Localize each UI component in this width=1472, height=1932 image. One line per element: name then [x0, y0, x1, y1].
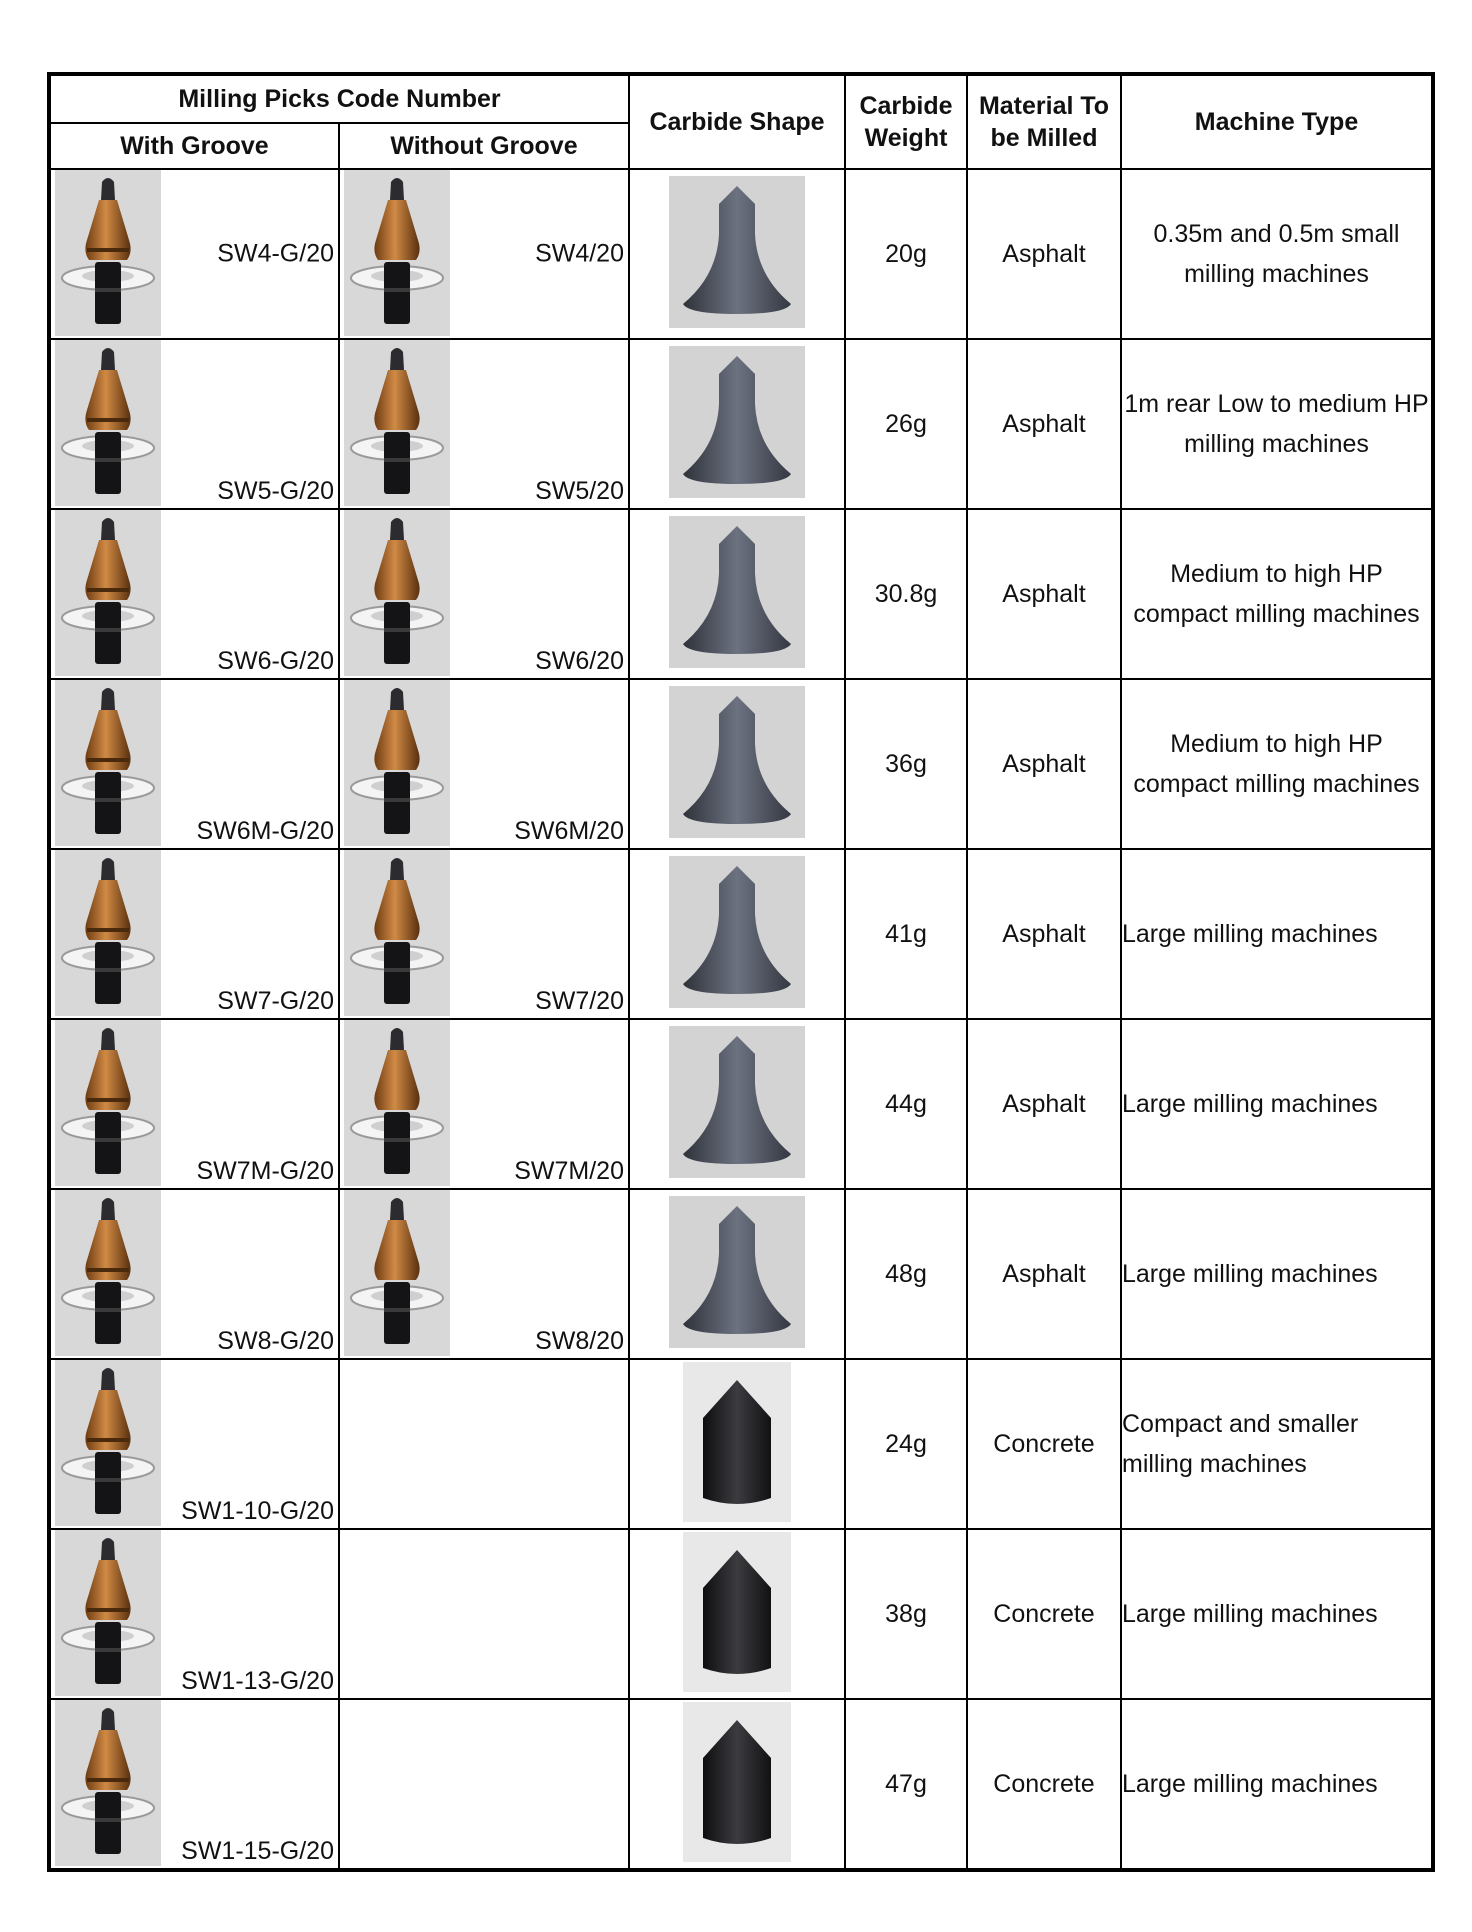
table-row	[49, 1019, 1433, 1189]
header-machine-type: Machine Type	[1121, 74, 1433, 169]
carbide-shape-cell	[629, 1359, 845, 1529]
with-groove-code: SW5-G/20	[217, 477, 334, 505]
table-row	[49, 1189, 1433, 1359]
without-groove-cell	[339, 679, 629, 849]
without-groove-code: SW7/20	[535, 987, 624, 1015]
bell-carbide-icon	[669, 516, 805, 668]
grooved-pick-icon	[55, 1700, 161, 1866]
cylinder-carbide-icon	[683, 1362, 791, 1522]
material-to-mill: Concrete	[967, 1529, 1121, 1699]
carbide-shape-cell	[629, 1019, 845, 1189]
machine-type-text: Medium to high HP compact milling machines	[1133, 560, 1420, 628]
table-row	[49, 339, 1433, 509]
grooved-pick-icon	[55, 850, 161, 1016]
machine-type-text: Large milling machines	[1122, 920, 1378, 948]
machine-type	[1121, 679, 1433, 849]
ungrooved-pick-icon	[344, 170, 450, 336]
material-to-mill: Asphalt	[967, 849, 1121, 1019]
machine-type	[1121, 849, 1433, 1019]
machine-type-text: 0.35m and 0.5m small milling machines	[1153, 220, 1400, 288]
machine-type	[1121, 509, 1433, 679]
material-to-mill: Asphalt	[967, 1019, 1121, 1189]
with-groove-code: SW1-15-G/20	[181, 1837, 334, 1865]
with-groove-cell	[49, 1019, 339, 1189]
with-groove-cell	[49, 509, 339, 679]
with-groove-cell	[49, 339, 339, 509]
grooved-pick-icon	[55, 680, 161, 846]
bell-carbide-icon	[669, 1196, 805, 1348]
grooved-pick-icon	[55, 170, 161, 336]
without-groove-code: SW4/20	[535, 239, 624, 268]
carbide-weight: 26g	[845, 339, 967, 509]
carbide-shape-cell	[629, 679, 845, 849]
machine-type	[1121, 1359, 1433, 1529]
with-groove-code: SW7-G/20	[217, 987, 334, 1015]
ungrooved-pick-icon	[344, 850, 450, 1016]
with-groove-code: SW7M-G/20	[196, 1157, 334, 1185]
carbide-weight: 20g	[845, 169, 967, 339]
header-without-groove: Without Groove	[339, 123, 629, 169]
machine-type	[1121, 1699, 1433, 1870]
carbide-weight: 44g	[845, 1019, 967, 1189]
header-material: Material To be Milled	[967, 74, 1121, 169]
header-code-number: Milling Picks Code Number	[49, 74, 629, 123]
carbide-weight: 41g	[845, 849, 967, 1019]
machine-type-text: Compact and smaller milling machines	[1122, 1410, 1359, 1478]
grooved-pick-icon	[55, 1530, 161, 1696]
machine-type	[1121, 1189, 1433, 1359]
with-groove-code: SW8-G/20	[217, 1327, 334, 1355]
header-carbide-shape: Carbide Shape	[629, 74, 845, 169]
machine-type-text: Large milling machines	[1122, 1770, 1378, 1798]
without-groove-code: SW5/20	[535, 477, 624, 505]
bell-carbide-icon	[669, 1026, 805, 1178]
table-row	[49, 1529, 1433, 1699]
carbide-weight: 36g	[845, 679, 967, 849]
machine-type	[1121, 1529, 1433, 1699]
header-carbide-weight: Carbide Weight	[845, 74, 967, 169]
table-row	[49, 169, 1433, 339]
header-with-groove: With Groove	[49, 123, 339, 169]
machine-type-text: Large milling machines	[1122, 1600, 1378, 1628]
material-to-mill: Asphalt	[967, 509, 1121, 679]
carbide-shape-cell	[629, 509, 845, 679]
table-row	[49, 1359, 1433, 1529]
ungrooved-pick-icon	[344, 1190, 450, 1356]
cylinder-carbide-icon	[683, 1532, 791, 1692]
without-groove-code: SW6M/20	[514, 817, 624, 845]
without-groove-cell	[339, 1529, 629, 1699]
without-groove-cell	[339, 339, 629, 509]
grooved-pick-icon	[55, 510, 161, 676]
machine-type-text: 1m rear Low to medium HP milling machines	[1124, 390, 1429, 458]
machine-type-text: Large milling machines	[1122, 1090, 1378, 1118]
without-groove-cell	[339, 509, 629, 679]
without-groove-cell	[339, 849, 629, 1019]
with-groove-cell	[49, 1529, 339, 1699]
machine-type	[1121, 1019, 1433, 1189]
without-groove-code: SW8/20	[535, 1327, 624, 1355]
table-row	[49, 509, 1433, 679]
without-groove-cell	[339, 1359, 629, 1529]
grooved-pick-icon	[55, 1360, 161, 1526]
with-groove-code: SW6M-G/20	[196, 817, 334, 845]
without-groove-cell	[339, 1189, 629, 1359]
machine-type-text: Large milling machines	[1122, 1260, 1378, 1288]
material-to-mill: Asphalt	[967, 1189, 1121, 1359]
machine-type	[1121, 339, 1433, 509]
material-to-mill: Asphalt	[967, 169, 1121, 339]
bell-carbide-icon	[669, 346, 805, 498]
grooved-pick-icon	[55, 340, 161, 506]
ungrooved-pick-icon	[344, 680, 450, 846]
machine-type	[1121, 169, 1433, 339]
ungrooved-pick-icon	[344, 510, 450, 676]
with-groove-cell	[49, 679, 339, 849]
bell-carbide-icon	[669, 856, 805, 1008]
bell-carbide-icon	[669, 176, 805, 328]
without-groove-cell	[339, 1699, 629, 1870]
with-groove-code: SW6-G/20	[217, 647, 334, 675]
material-to-mill: Concrete	[967, 1699, 1121, 1870]
table-body	[49, 169, 1433, 1870]
without-groove-cell	[339, 169, 629, 339]
carbide-weight: 48g	[845, 1189, 967, 1359]
bell-carbide-icon	[669, 686, 805, 838]
carbide-weight: 24g	[845, 1359, 967, 1529]
carbide-shape-cell	[629, 339, 845, 509]
ungrooved-pick-icon	[344, 1020, 450, 1186]
machine-type-text: Medium to high HP compact milling machines	[1133, 730, 1420, 798]
with-groove-cell	[49, 1359, 339, 1529]
milling-picks-table	[47, 72, 1435, 1872]
with-groove-code: SW1-10-G/20	[181, 1497, 334, 1525]
carbide-weight: 38g	[845, 1529, 967, 1699]
carbide-shape-cell	[629, 1699, 845, 1870]
carbide-weight: 47g	[845, 1699, 967, 1870]
carbide-shape-cell	[629, 1529, 845, 1699]
material-to-mill: Asphalt	[967, 339, 1121, 509]
without-groove-code: SW6/20	[535, 647, 624, 675]
without-groove-cell	[339, 1019, 629, 1189]
with-groove-cell	[49, 169, 339, 339]
carbide-shape-cell	[629, 1189, 845, 1359]
table-row	[49, 679, 1433, 849]
without-groove-code: SW7M/20	[514, 1157, 624, 1185]
grooved-pick-icon	[55, 1190, 161, 1356]
with-groove-cell	[49, 1699, 339, 1870]
with-groove-cell	[49, 849, 339, 1019]
material-to-mill: Concrete	[967, 1359, 1121, 1529]
with-groove-code: SW4-G/20	[217, 239, 334, 268]
material-to-mill: Asphalt	[967, 679, 1121, 849]
with-groove-cell	[49, 1189, 339, 1359]
table-row	[49, 1699, 1433, 1870]
ungrooved-pick-icon	[344, 340, 450, 506]
carbide-shape-cell	[629, 169, 845, 339]
carbide-shape-cell	[629, 849, 845, 1019]
grooved-pick-icon	[55, 1020, 161, 1186]
carbide-weight: 30.8g	[845, 509, 967, 679]
table-row	[49, 849, 1433, 1019]
with-groove-code: SW1-13-G/20	[181, 1667, 334, 1695]
cylinder-carbide-icon	[683, 1702, 791, 1862]
